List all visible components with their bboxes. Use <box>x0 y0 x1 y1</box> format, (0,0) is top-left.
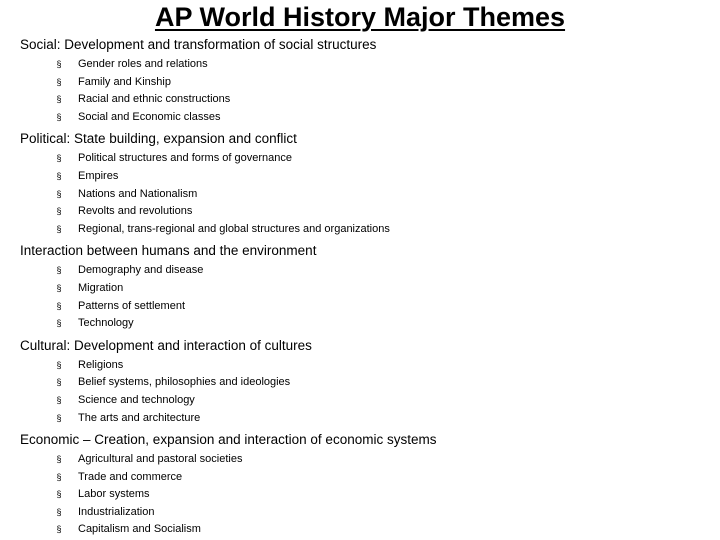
list-item-label: Religions <box>78 358 124 371</box>
list-item-label: The arts and architecture <box>78 411 201 424</box>
list-item <box>20 469 710 487</box>
section-cultural <box>20 337 710 427</box>
list-item <box>20 410 710 428</box>
section-list <box>20 56 710 126</box>
list-item-label: Technology <box>78 317 134 330</box>
section-economic <box>20 431 710 539</box>
list-item <box>20 280 710 298</box>
bullet-icon: § <box>56 489 62 500</box>
section-heading: Social: Development and transformation of social structures <box>20 37 377 52</box>
list-item <box>20 262 710 280</box>
page-title <box>0 0 720 34</box>
list-item-label: Gender roles and relations <box>78 58 208 70</box>
bullet-icon: § <box>56 282 62 293</box>
list-item-label: Industrialization <box>78 505 155 518</box>
list-item-label: Agricultural and pastoral societies <box>78 453 243 466</box>
list-item <box>20 357 710 375</box>
list-item <box>20 91 710 109</box>
list-item <box>20 150 710 168</box>
bullet-icon: § <box>56 206 62 217</box>
list-item-label: Empires <box>78 169 119 182</box>
list-item-label: Nations and Nationalism <box>78 187 198 200</box>
bullet-icon: § <box>56 170 62 181</box>
list-item <box>20 315 710 333</box>
bullet-icon: § <box>56 94 62 105</box>
list-item-label: Belief systems, philosophies and ideologies <box>78 376 291 389</box>
list-item-label: Revolts and revolutions <box>78 205 193 218</box>
list-item <box>20 298 710 316</box>
section-political <box>20 130 710 238</box>
list-item <box>20 392 710 410</box>
section-heading: Interaction between humans and the environment <box>20 243 317 259</box>
list-item <box>20 521 710 539</box>
bullet-icon: § <box>56 377 62 388</box>
list-item-label: Patterns of settlement <box>78 299 185 312</box>
list-item-label: Capitalism and Socialism <box>78 523 201 536</box>
list-item-label: Trade and commerce <box>78 470 183 483</box>
list-item-label: Migration <box>78 281 124 294</box>
themes-content <box>20 35 710 540</box>
list-item <box>20 168 710 186</box>
bullet-icon: § <box>56 454 62 465</box>
page-title-text: AP World History Major Themes <box>154 2 566 32</box>
list-item-label: Science and technology <box>78 393 195 406</box>
bullet-icon: § <box>56 265 62 276</box>
list-item <box>20 486 710 504</box>
bullet-icon: § <box>56 506 62 517</box>
section-heading: Cultural: Development and interaction of cultures <box>20 337 312 353</box>
list-item-label: Political structures and forms of governance <box>78 152 292 165</box>
bullet-icon: § <box>56 223 62 234</box>
list-item-label: Social and Economic classes <box>78 110 221 123</box>
list-item-label: Regional, trans-regional and global structures and organizations <box>78 222 390 235</box>
list-item <box>20 221 710 239</box>
section-list <box>20 451 710 539</box>
list-item <box>20 374 710 392</box>
list-item-label: Family and Kinship <box>78 75 171 88</box>
list-item-label: Labor systems <box>78 488 150 501</box>
bullet-icon: § <box>56 76 62 87</box>
section-heading: Political: State building, expansion and conflict <box>20 131 297 147</box>
list-item <box>20 56 710 74</box>
list-item-label: Demography and disease <box>78 264 204 277</box>
bullet-icon: § <box>56 188 62 199</box>
bullet-icon: § <box>56 59 62 69</box>
section-social <box>20 36 710 126</box>
bullet-icon: § <box>56 318 62 329</box>
bullet-icon: § <box>56 111 62 122</box>
list-item <box>20 186 710 204</box>
bullet-icon: § <box>56 412 62 423</box>
section-list <box>20 262 710 332</box>
list-item <box>20 203 710 221</box>
bullet-icon: § <box>56 153 62 164</box>
bullet-icon: § <box>56 300 62 311</box>
section-environment <box>20 242 710 332</box>
bullet-icon: § <box>56 394 62 405</box>
list-item <box>20 109 710 127</box>
list-item-label: Racial and ethnic constructions <box>78 93 231 106</box>
list-item <box>20 504 710 522</box>
bullet-icon: § <box>56 359 62 370</box>
section-list <box>20 150 710 238</box>
section-list <box>20 357 710 427</box>
list-item <box>20 451 710 469</box>
section-heading: Economic – Creation, expansion and interaction of economic systems <box>20 432 437 448</box>
bullet-icon: § <box>56 524 62 535</box>
bullet-icon: § <box>56 471 62 482</box>
list-item <box>20 74 710 92</box>
